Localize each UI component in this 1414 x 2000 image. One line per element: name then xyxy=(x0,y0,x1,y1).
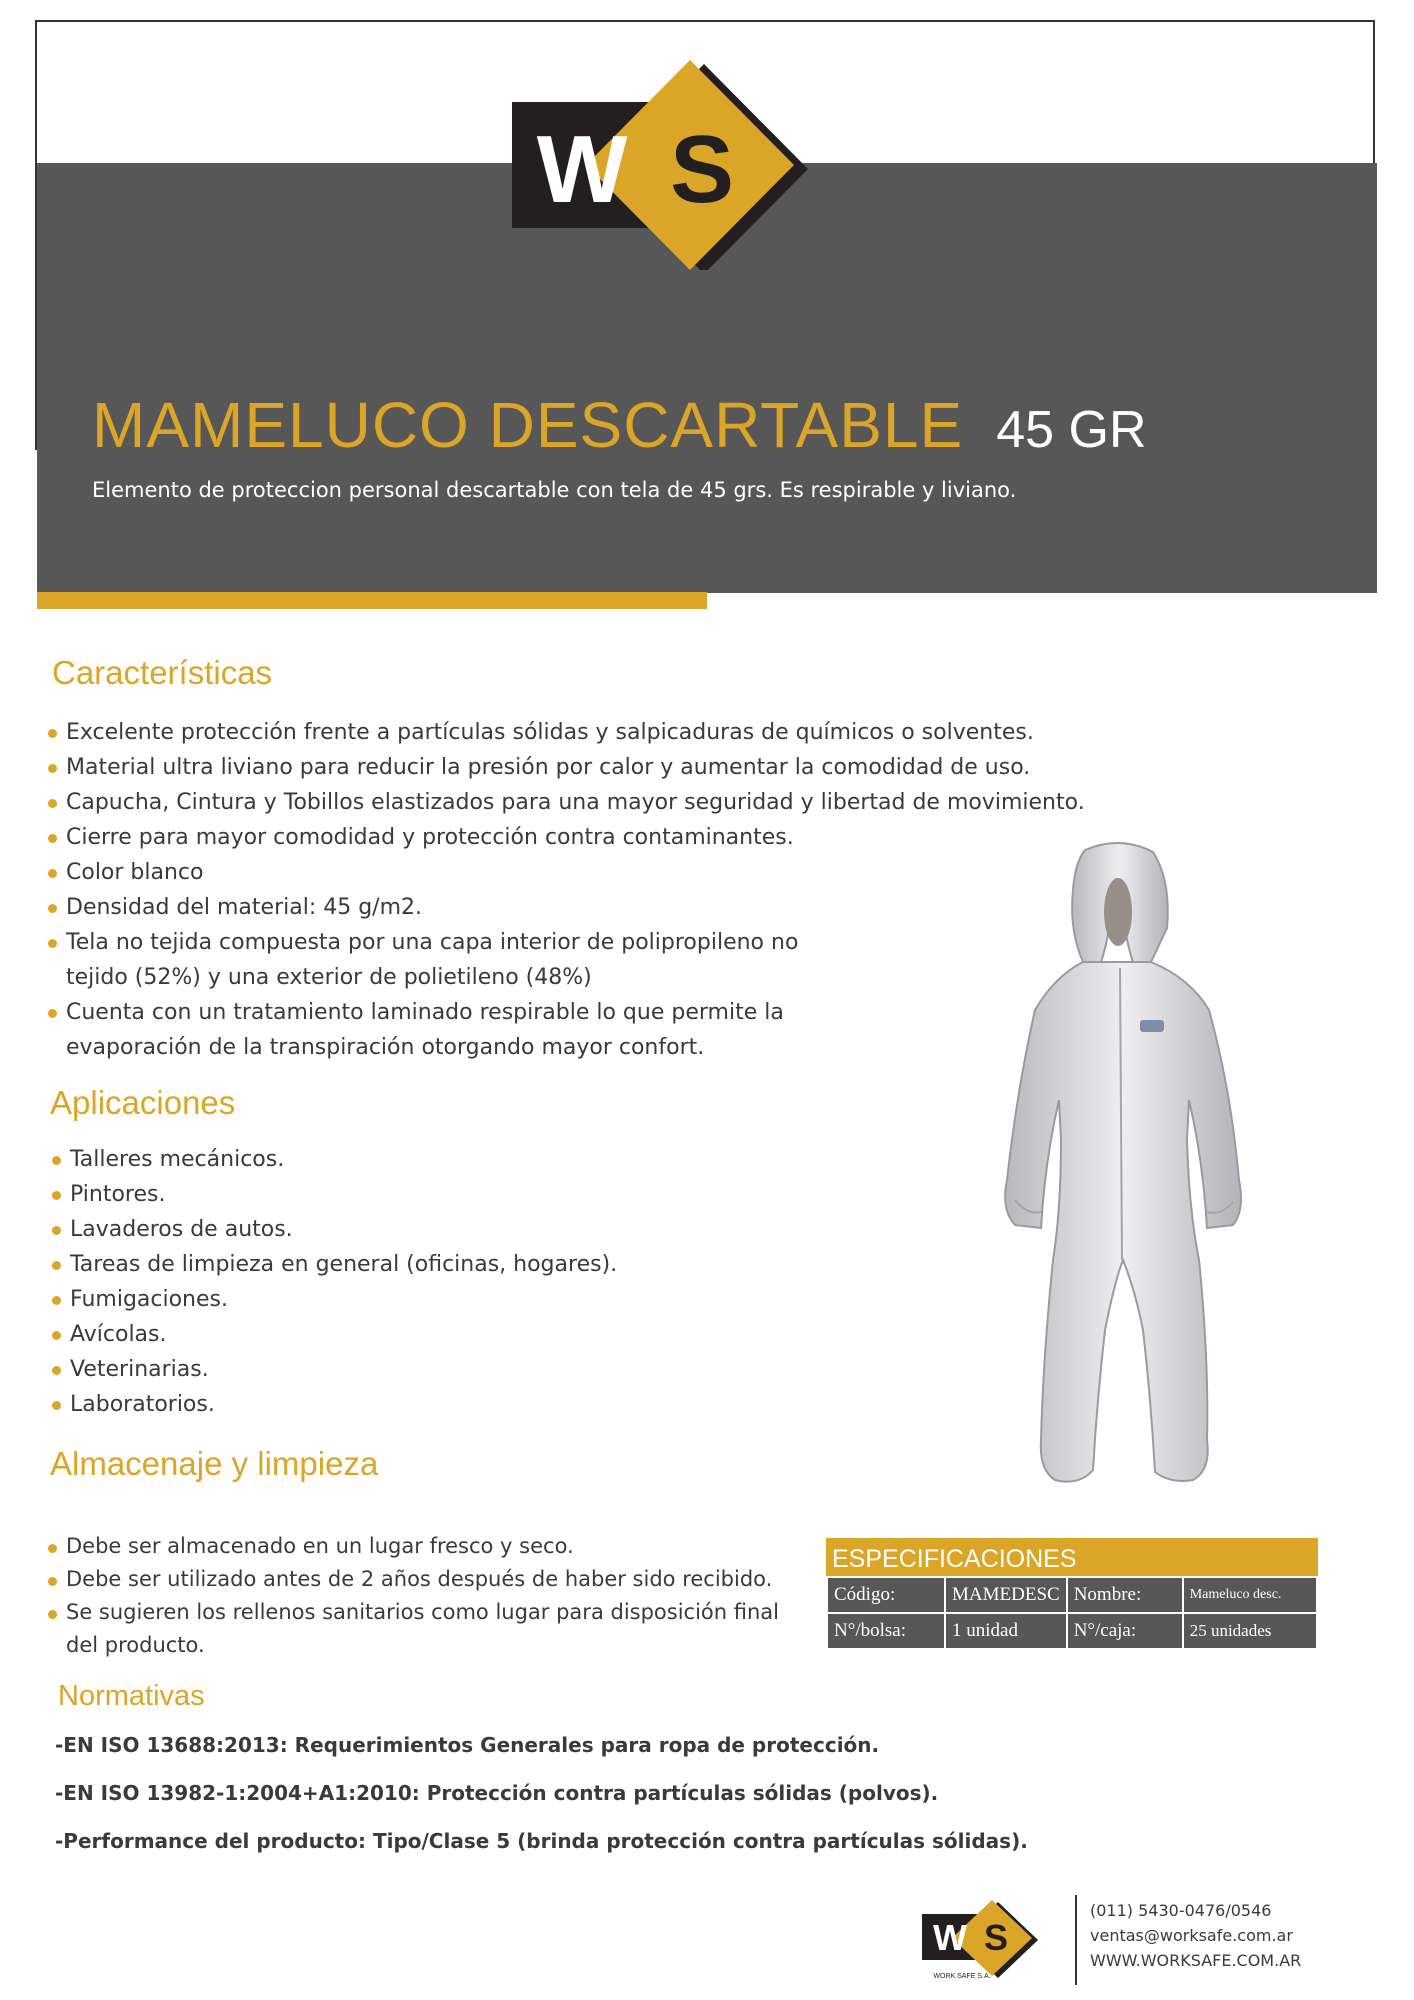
product-title-row xyxy=(92,388,1147,462)
aplicaciones-list xyxy=(50,1142,617,1422)
specifications-table xyxy=(826,1538,1318,1650)
table-row xyxy=(827,1613,1317,1649)
logo-letter-s: S xyxy=(983,1917,1009,1958)
section-heading-aplicaciones: Aplicaciones xyxy=(50,1084,236,1121)
spec-label: N°/caja: xyxy=(1067,1613,1183,1649)
list-item: Pintores. xyxy=(50,1177,617,1212)
normativa-item: -Performance del producto: Tipo/Clase 5 (brinda protección contra partículas sólidas). xyxy=(55,1829,1028,1853)
list-item: Se sugieren los rellenos sanitarios como lugar para disposición final del producto. xyxy=(46,1596,806,1662)
spec-label: Nombre: xyxy=(1067,1577,1183,1613)
normativa-item: -EN ISO 13982-1:2004+A1:2010: Protección contra partículas sólidas (polvos). xyxy=(55,1781,939,1805)
spec-value: MAMEDESC xyxy=(945,1577,1067,1613)
specifications-title: ESPECIFICACIONES xyxy=(826,1538,1318,1576)
section-heading-normativas: Normativas xyxy=(58,1680,205,1712)
spec-label: N°/bolsa: xyxy=(827,1613,945,1649)
list-item: Excelente protección frente a partículas sólidas y salpicaduras de químicos o solventes. xyxy=(46,715,1166,750)
list-item: Material ultra liviano para reducir la presión por calor y aumentar la comodidad de uso. xyxy=(46,750,1166,785)
footer-ws-logo xyxy=(922,1900,1062,1982)
list-item: Debe ser almacenado en un lugar fresco y seco. xyxy=(46,1530,806,1563)
coverall-image xyxy=(975,840,1265,1490)
table-row xyxy=(827,1577,1317,1613)
almacenaje-list xyxy=(46,1530,806,1662)
product-title: MAMELUCO DESCARTABLE xyxy=(92,389,964,461)
list-item: Veterinarias. xyxy=(50,1352,617,1387)
footer-contact xyxy=(1090,1898,1301,1973)
logo-tagline: WORK SAFE S.A. xyxy=(933,1973,991,1980)
coverall-figure xyxy=(1005,843,1241,1482)
contact-email[interactable]: ventas@worksafe.com.ar xyxy=(1090,1926,1293,1945)
list-item: Color blanco xyxy=(46,855,1166,890)
section-heading-caracteristicas: Características xyxy=(52,654,273,691)
list-item: Cierre para mayor comodidad y protección contra contaminantes. xyxy=(46,820,1166,855)
spec-value: 1 unidad xyxy=(945,1613,1067,1649)
product-subtitle: Elemento de proteccion personal descartable con tela de 45 grs. Es respirable y liviano. xyxy=(92,478,1017,502)
spec-value: 25 unidades xyxy=(1183,1613,1317,1649)
list-item: Laboratorios. xyxy=(50,1387,617,1422)
normativa-item: -EN ISO 13688:2013: Requerimientos Generales para ropa de protección. xyxy=(55,1733,880,1757)
list-item: Tareas de limpieza en general (oficinas, hogares). xyxy=(50,1247,617,1282)
specifications-grid xyxy=(826,1576,1318,1650)
footer-divider xyxy=(1075,1895,1077,1985)
list-item: Tela no tejida compuesta por una capa interior de polipropileno no tejido (52%) y una exterior de polietileno (48%) xyxy=(46,925,826,995)
list-item: Capucha, Cintura y Tobillos elastizados para una mayor seguridad y libertad de movimiento. xyxy=(46,785,1166,820)
contact-phone: (011) 5430-0476/0546 xyxy=(1090,1901,1272,1920)
spec-value: Mameluco desc. xyxy=(1183,1577,1317,1613)
ws-logo xyxy=(512,60,872,270)
logo-letter-s: S xyxy=(669,116,735,223)
list-item: Debe ser utilizado antes de 2 años después de haber sido recibido. xyxy=(46,1563,806,1596)
spec-label: Código: xyxy=(827,1577,945,1613)
product-weight: 45 GR xyxy=(996,401,1147,459)
list-item: Lavaderos de autos. xyxy=(50,1212,617,1247)
list-item: Cuenta con un tratamiento laminado respirable lo que permite la evaporación de la transpiración otorgando mayor confort. xyxy=(46,995,826,1065)
list-item: Avícolas. xyxy=(50,1317,617,1352)
logo-letter-w: W xyxy=(536,116,628,223)
gold-accent-bar xyxy=(37,592,707,609)
list-item: Densidad del material: 45 g/m2. xyxy=(46,890,1166,925)
section-heading-almacenaje: Almacenaje y limpieza xyxy=(50,1445,379,1482)
list-item: Talleres mecánicos. xyxy=(50,1142,617,1177)
logo-letter-w: W xyxy=(933,1917,967,1958)
contact-website[interactable]: WWW.WORKSAFE.COM.AR xyxy=(1090,1951,1302,1970)
list-item: Fumigaciones. xyxy=(50,1282,617,1317)
